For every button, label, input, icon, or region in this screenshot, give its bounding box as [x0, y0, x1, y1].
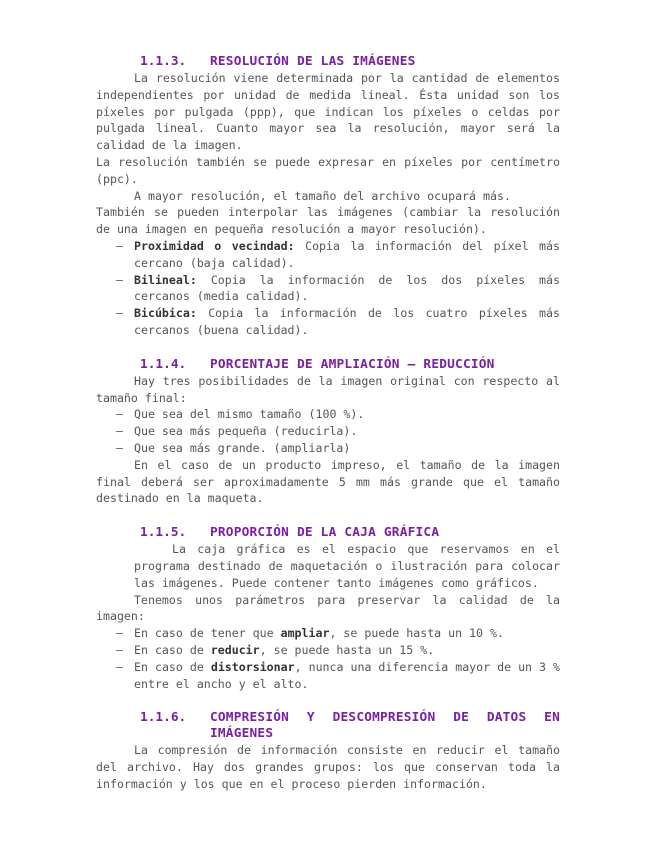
paragraph: La resolución también se puede expresar en píxeles por centímetro (ppc).: [96, 154, 560, 186]
keyword: reducir: [210, 642, 260, 657]
list-text: , se puede hasta un 10 %.: [329, 626, 504, 641]
list-item-text: Que sea más grande. (ampliarla): [134, 440, 351, 455]
definition: Copia la información del píxel más cercano (baja calidad).: [134, 238, 560, 270]
list-dash: –: [116, 626, 123, 641]
list-text: En caso de: [134, 642, 211, 657]
paragraph: A mayor resolución, el tamaño del archivo ocupará más.: [134, 188, 511, 203]
list-item: [96, 272, 560, 306]
section-title: COMPRESIÓN Y DESCOMPRESIÓN DE DATOS EN IMÁGENES: [210, 710, 560, 742]
paragraph: La resolución viene determinada por la cantidad de elementos independientes por unidad de medida lineal. Ésta unidad son los píxeles por pulgada (ppp), que indican los píxeles o celdas por pulgada lineal. Cuanto mayor sea la resolución, mayor será la calidad de la imagen.: [96, 71, 560, 153]
keyword: distorsionar: [210, 659, 295, 674]
section-heading-1-1-4: [96, 357, 560, 373]
paragraph: Tenemos unos parámetros para preservar la calidad de la imagen:: [96, 592, 560, 624]
list-item: [96, 440, 560, 457]
term: Bicúbica:: [134, 306, 197, 321]
interpolation-list: [96, 238, 560, 339]
section-number: 1.1.3.: [140, 54, 187, 69]
list-text: En caso de: [134, 659, 211, 674]
list-item: [96, 423, 560, 440]
definition: Copia la información de los cuatro píxeles más cercanos (buena calidad).: [134, 306, 560, 337]
paragraph: La caja gráfica es el espacio que reservamos en el programa destinado de maquetación o ilustración para colocar las imágenes. Puede contener tanto imágenes como gráficos.: [134, 542, 560, 590]
list-dash: –: [116, 306, 123, 321]
list-item-text: Que sea más pequeña (reducirla).: [134, 424, 358, 439]
paragraph: La compresión de información consiste en reducir el tamaño del archivo. Hay dos grandes grupos: los que conservan toda la información y los que en el proceso pierden información.: [96, 743, 560, 791]
section-number: 1.1.4.: [140, 356, 187, 372]
section-title: PROPORCIÓN DE LA CAJA GRÁFICA: [210, 525, 440, 541]
list-text: , se puede hasta un 15 %.: [259, 642, 435, 657]
list-dash: –: [116, 659, 123, 674]
list-item: [96, 238, 560, 272]
list-text: En caso de tener que: [134, 626, 281, 641]
size-options-list: [96, 406, 560, 456]
section-title: RESOLUCIÓN DE LAS IMÁGENES: [210, 54, 416, 69]
paragraph: En el caso de un producto impreso, el tamaño de la imagen final deberá ser aproximadamente 5 mm más grande que el tamaño destinado en la maqueta.: [96, 457, 560, 506]
list-item: [96, 625, 560, 642]
list-dash: –: [116, 407, 123, 422]
list-item-text: Que sea del mismo tamaño (100 %).: [134, 407, 365, 422]
section-heading-1-1-6: [96, 710, 560, 742]
list-dash: –: [116, 440, 123, 455]
keyword: ampliar: [280, 626, 330, 641]
list-item: [96, 406, 560, 423]
list-item: [96, 642, 560, 659]
section-title: PORCENTAJE DE AMPLIACIÓN – REDUCCIÓN: [210, 356, 495, 372]
section-number: 1.1.5.: [140, 525, 187, 541]
list-dash: –: [116, 424, 123, 439]
list-text: , nunca una diferencia mayor de un 3 % entre el ancho y el alto.: [134, 659, 560, 691]
section-number: 1.1.6.: [140, 710, 187, 726]
term: Proximidad o vecindad:: [134, 238, 295, 253]
paragraph: También se pueden interpolar las imágenes (cambiar la resolución de una imagen en pequeña resolución a mayor resolución).: [96, 205, 560, 237]
list-dash: –: [116, 272, 123, 287]
list-item: [96, 659, 560, 693]
term: Bilineal:: [134, 272, 197, 287]
section-heading-1-1-5: [96, 525, 560, 541]
definition: Copia la información de los dos píxeles más cercanos (media calidad).: [134, 272, 560, 304]
section-heading-1-1-3: [96, 54, 560, 70]
list-dash: –: [116, 642, 123, 657]
caja-parameters-list: [96, 625, 560, 692]
paragraph: Hay tres posibilidades de la imagen original con respecto al tamaño final:: [96, 373, 560, 405]
list-item: [96, 305, 560, 339]
list-dash: –: [116, 238, 123, 253]
